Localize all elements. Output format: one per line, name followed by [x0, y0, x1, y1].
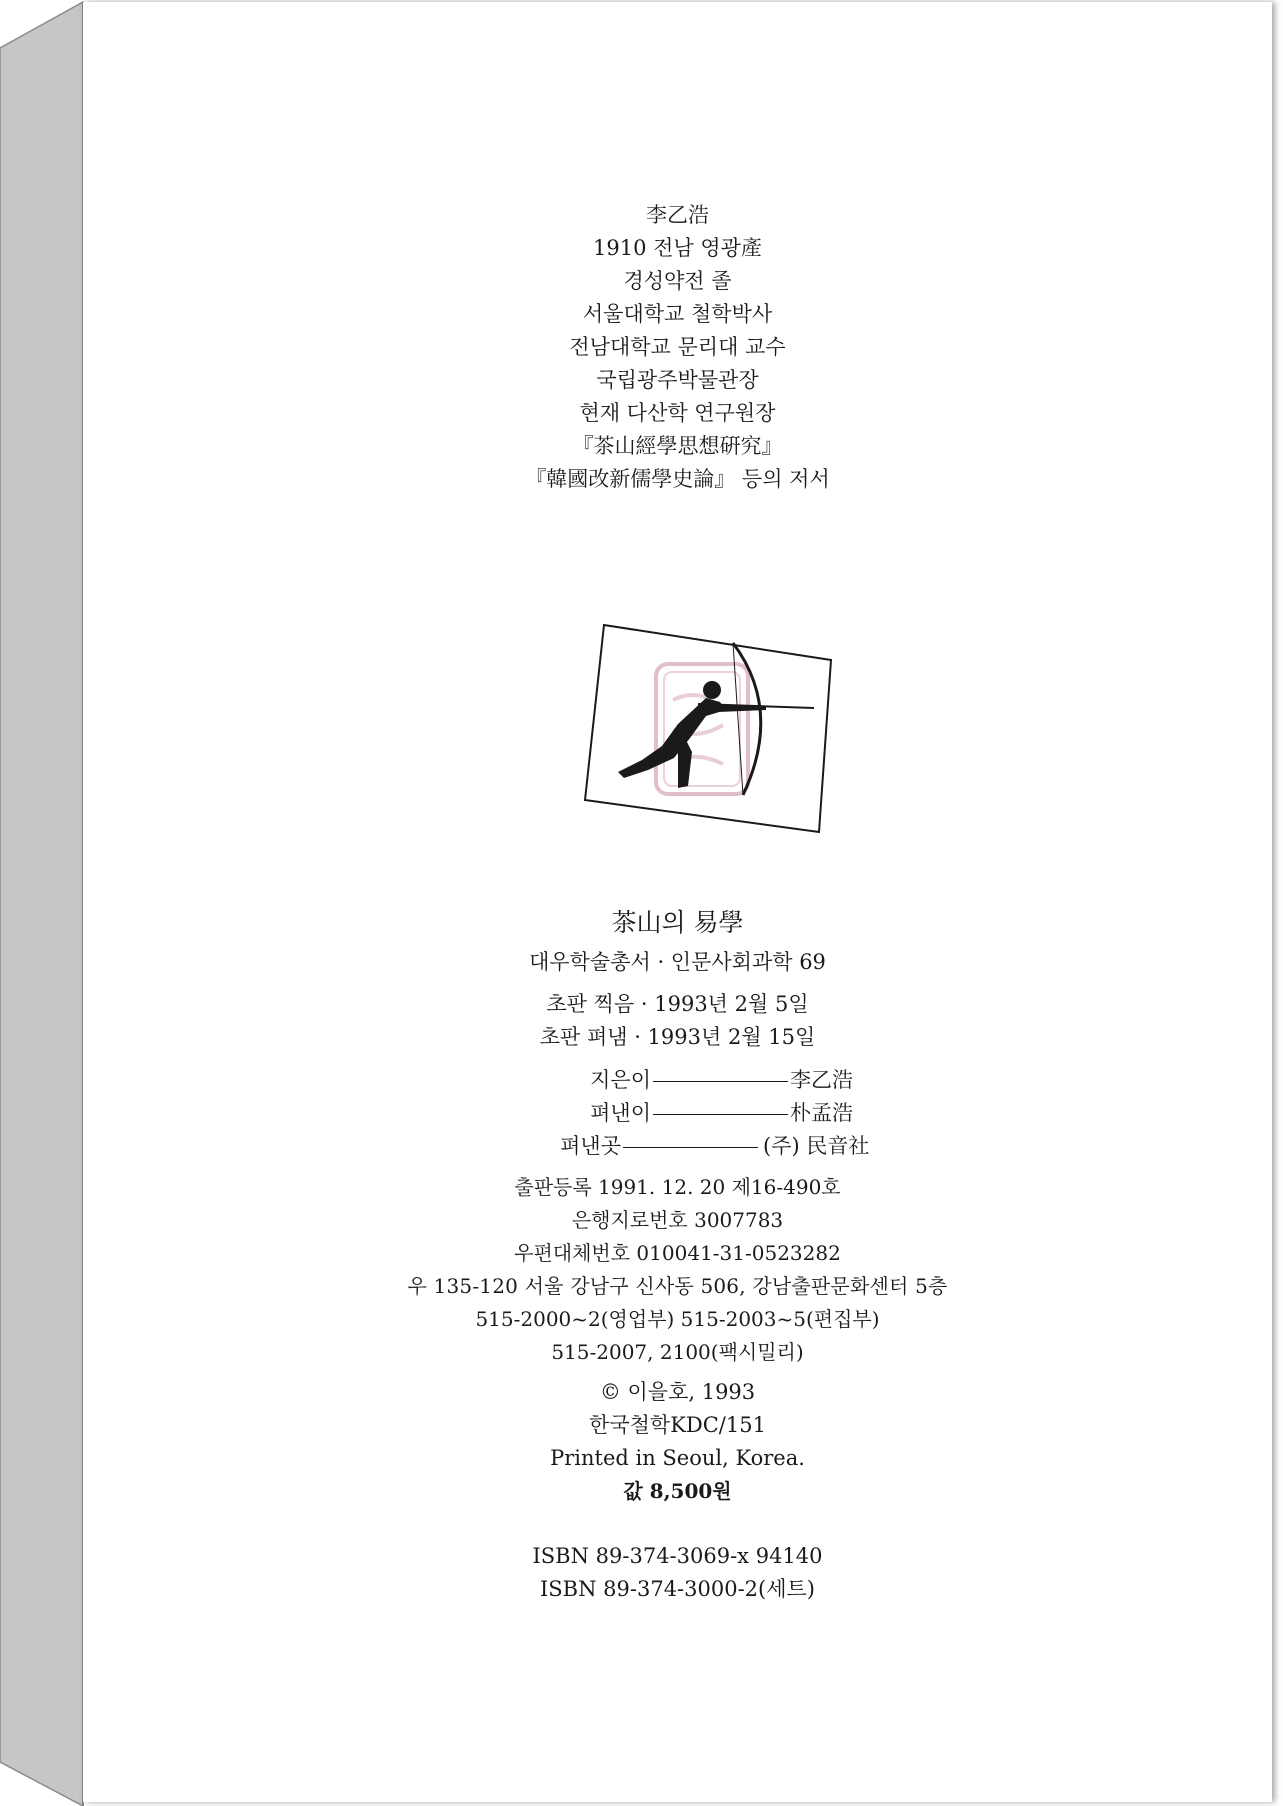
registration-info — [83, 1171, 1272, 1369]
first-publish-date: 초판 펴냄 · 1993년 2월 15일 — [539, 1025, 816, 1049]
author-value: 李乙浩 — [790, 1068, 853, 1092]
credits — [83, 1064, 1272, 1163]
divider — [653, 1114, 788, 1115]
press-label: 펴낸곳 — [560, 1134, 621, 1158]
isbn-info — [83, 1540, 1272, 1606]
archer-emblem-icon — [578, 620, 843, 836]
credit-row-publisher — [83, 1097, 1272, 1130]
publisher-label: 펴낸이 — [590, 1101, 651, 1125]
copyright-page — [83, 2, 1272, 1802]
book-series: 대우학술총서 · 인문사회과학 69 — [529, 950, 826, 974]
author-label: 지은이 — [590, 1068, 651, 1092]
postal-transfer-number: 우편대체번호 010041-31-0523282 — [514, 1241, 841, 1265]
fax-numbers: 515-2007, 2100(팩시밀리) — [551, 1340, 804, 1364]
bank-giro-number: 은행지로번호 3007783 — [571, 1208, 784, 1232]
isbn-main: ISBN 89-374-3069-x 94140 — [532, 1544, 823, 1568]
bio-line: 『茶山經學思想硏究』 — [572, 434, 783, 458]
author-bio — [83, 199, 1272, 496]
kdc-classification: 한국철학KDC/151 — [589, 1413, 766, 1437]
publisher-address: 우 135-120 서울 강남구 신사동 506, 강남출판문화센터 5층 — [407, 1274, 948, 1298]
registration-number: 출판등록 1991. 12. 20 제16-490호 — [514, 1175, 841, 1199]
bio-line: 국립광주박물관장 — [596, 368, 759, 392]
publisher-value: 朴孟浩 — [790, 1101, 853, 1125]
author-name: 李乙浩 — [646, 203, 709, 227]
phone-numbers: 515-2000~2(영업부) 515-2003~5(편집부) — [475, 1307, 880, 1331]
copyright-info — [83, 1376, 1272, 1508]
credit-row-press — [83, 1130, 1272, 1163]
copyright-notice: © 이을호, 1993 — [599, 1380, 756, 1404]
credit-row-author — [83, 1064, 1272, 1097]
bio-line: 현재 다산학 연구원장 — [579, 401, 776, 425]
first-print-date: 초판 찍음 · 1993년 2월 5일 — [546, 992, 809, 1016]
divider — [623, 1147, 758, 1148]
bio-line: 『韓國改新儒學史論』 등의 저서 — [525, 467, 830, 491]
book-price: 값 8,500원 — [623, 1479, 732, 1503]
press-value: (주) 民音社 — [763, 1134, 870, 1158]
bio-line: 서울대학교 철학박사 — [582, 302, 773, 326]
printed-in: Printed in Seoul, Korea. — [550, 1446, 805, 1470]
print-dates — [83, 988, 1272, 1054]
bio-line: 전남대학교 문리대 교수 — [569, 335, 786, 359]
divider — [653, 1081, 788, 1082]
bio-line: 경성약전 졸 — [623, 269, 732, 293]
book-title: 茶山의 易學 — [611, 908, 744, 937]
isbn-set: ISBN 89-374-3000-2(세트) — [539, 1577, 816, 1601]
bio-line: 1910 전남 영광產 — [593, 236, 762, 260]
